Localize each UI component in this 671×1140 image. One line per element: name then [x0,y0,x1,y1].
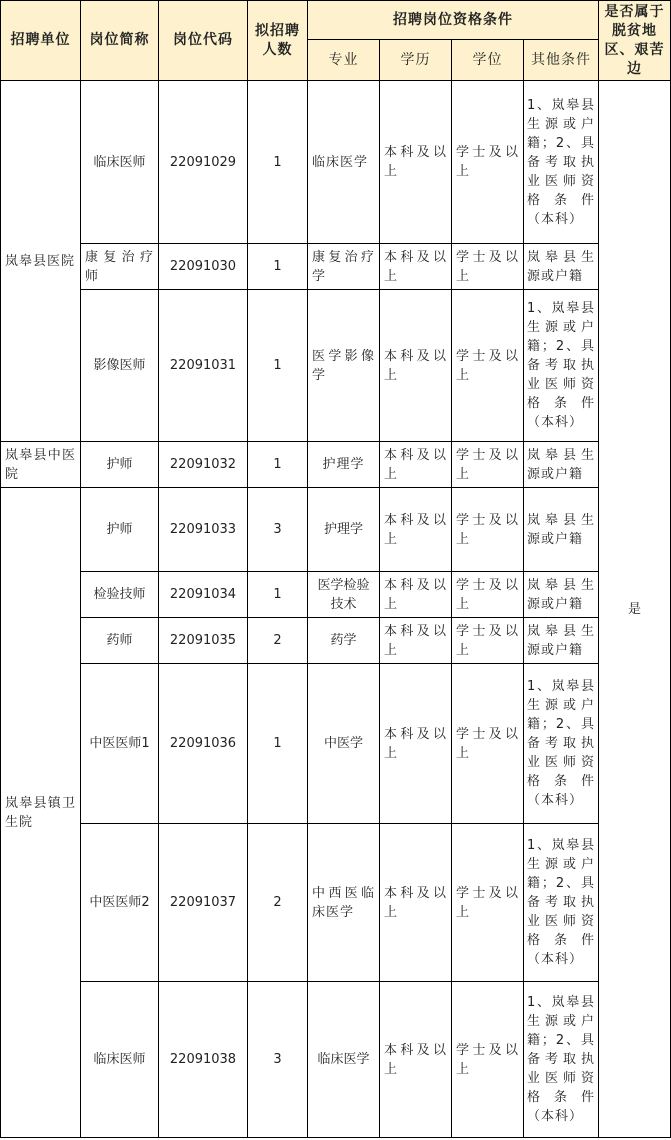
degree-cell: 学士及以上 [452,824,524,982]
code-cell: 22091036 [159,664,248,824]
unit-name: 岚皋县医院 [1,81,81,442]
major-cell: 临床医学 [308,982,380,1138]
major-cell: 中医学 [308,664,380,824]
count-cell: 3 [248,488,308,572]
code-cell: 22091037 [159,824,248,982]
header-code: 岗位代码 [159,1,248,81]
position-cell: 中医医师1 [81,664,159,824]
table-row [1,488,671,572]
education-cell: 本科及以上 [380,442,452,488]
table-row [1,824,671,982]
degree-cell: 学士及以上 [452,618,524,664]
major-cell: 医学影像学 [308,290,380,442]
degree-cell: 学士及以上 [452,442,524,488]
other-cell: 1、岚皋县生源或户籍；2、具备考取执业医师资格条件（本科） [524,824,599,982]
code-cell: 22091034 [159,572,248,618]
position-cell: 影像医师 [81,290,159,442]
header-major: 专业 [308,40,380,81]
education-cell: 本科及以上 [380,81,452,244]
degree-cell: 学士及以上 [452,488,524,572]
header-education: 学历 [380,40,452,81]
education-cell: 本科及以上 [380,664,452,824]
count-cell: 1 [248,81,308,244]
code-cell: 22091031 [159,290,248,442]
count-cell: 1 [248,664,308,824]
major-cell: 医学检验技术 [308,572,380,618]
unit-name: 岚皋县镇卫生院 [1,488,81,1138]
education-cell: 本科及以上 [380,572,452,618]
count-cell: 1 [248,290,308,442]
other-cell: 岚皋县生源或户籍 [524,618,599,664]
code-cell: 22091029 [159,81,248,244]
position-cell: 康复治疗师 [81,244,159,290]
code-cell: 22091030 [159,244,248,290]
major-cell: 护理学 [308,488,380,572]
degree-cell: 学士及以上 [452,982,524,1138]
header-qualifications: 招聘岗位资格条件 [308,1,599,40]
other-cell: 岚皋县生源或户籍 [524,244,599,290]
education-cell: 本科及以上 [380,488,452,572]
major-cell: 康复治疗学 [308,244,380,290]
other-cell: 1、岚皋县生源或户籍；2、具备考取执业医师资格条件（本科） [524,982,599,1138]
degree-cell: 学士及以上 [452,290,524,442]
table-row [1,664,671,824]
position-cell: 临床医师 [81,982,159,1138]
education-cell: 本科及以上 [380,618,452,664]
position-cell: 中医医师2 [81,824,159,982]
code-cell: 22091032 [159,442,248,488]
code-cell: 22091035 [159,618,248,664]
other-cell: 1、岚皋县生源或户籍；2、具备考取执业医师资格条件（本科） [524,664,599,824]
major-cell: 中西医临床医学 [308,824,380,982]
count-cell: 2 [248,824,308,982]
header-poverty: 是否属于脱贫地区、艰苦边 [599,1,671,81]
position-cell: 护师 [81,442,159,488]
table-row [1,244,671,290]
count-cell: 1 [248,244,308,290]
education-cell: 本科及以上 [380,290,452,442]
code-cell: 22091033 [159,488,248,572]
table-row [1,572,671,618]
count-cell: 1 [248,572,308,618]
header-unit: 招聘单位 [1,1,81,81]
header-row-1 [1,1,671,40]
other-cell: 1、岚皋县生源或户籍；2、具备考取执业医师资格条件（本科） [524,290,599,442]
education-cell: 本科及以上 [380,244,452,290]
position-cell: 药师 [81,618,159,664]
table-row [1,290,671,442]
count-cell: 3 [248,982,308,1138]
header-position: 岗位简称 [81,1,159,81]
education-cell: 本科及以上 [380,982,452,1138]
major-cell: 临床医学 [308,81,380,244]
poverty-cell: 是 [599,81,671,1138]
position-cell: 临床医师 [81,81,159,244]
other-cell: 1、岚皋县生源或户籍；2、具备考取执业医师资格条件（本科） [524,81,599,244]
major-cell: 护理学 [308,442,380,488]
degree-cell: 学士及以上 [452,664,524,824]
position-cell: 护师 [81,488,159,572]
degree-cell: 学士及以上 [452,81,524,244]
unit-name: 岚皋县中医院 [1,442,81,488]
header-other: 其他条件 [524,40,599,81]
major-cell: 药学 [308,618,380,664]
other-cell: 岚皋县生源或户籍 [524,442,599,488]
other-cell: 岚皋县生源或户籍 [524,572,599,618]
table-row [1,618,671,664]
code-cell: 22091038 [159,982,248,1138]
table-row [1,982,671,1138]
header-count: 拟招聘人数 [248,1,308,81]
count-cell: 2 [248,618,308,664]
table-row [1,81,671,244]
degree-cell: 学士及以上 [452,244,524,290]
position-cell: 检验技师 [81,572,159,618]
degree-cell: 学士及以上 [452,572,524,618]
header-degree: 学位 [452,40,524,81]
other-cell: 岚皋县生源或户籍 [524,488,599,572]
count-cell: 1 [248,442,308,488]
education-cell: 本科及以上 [380,824,452,982]
table-row [1,442,671,488]
